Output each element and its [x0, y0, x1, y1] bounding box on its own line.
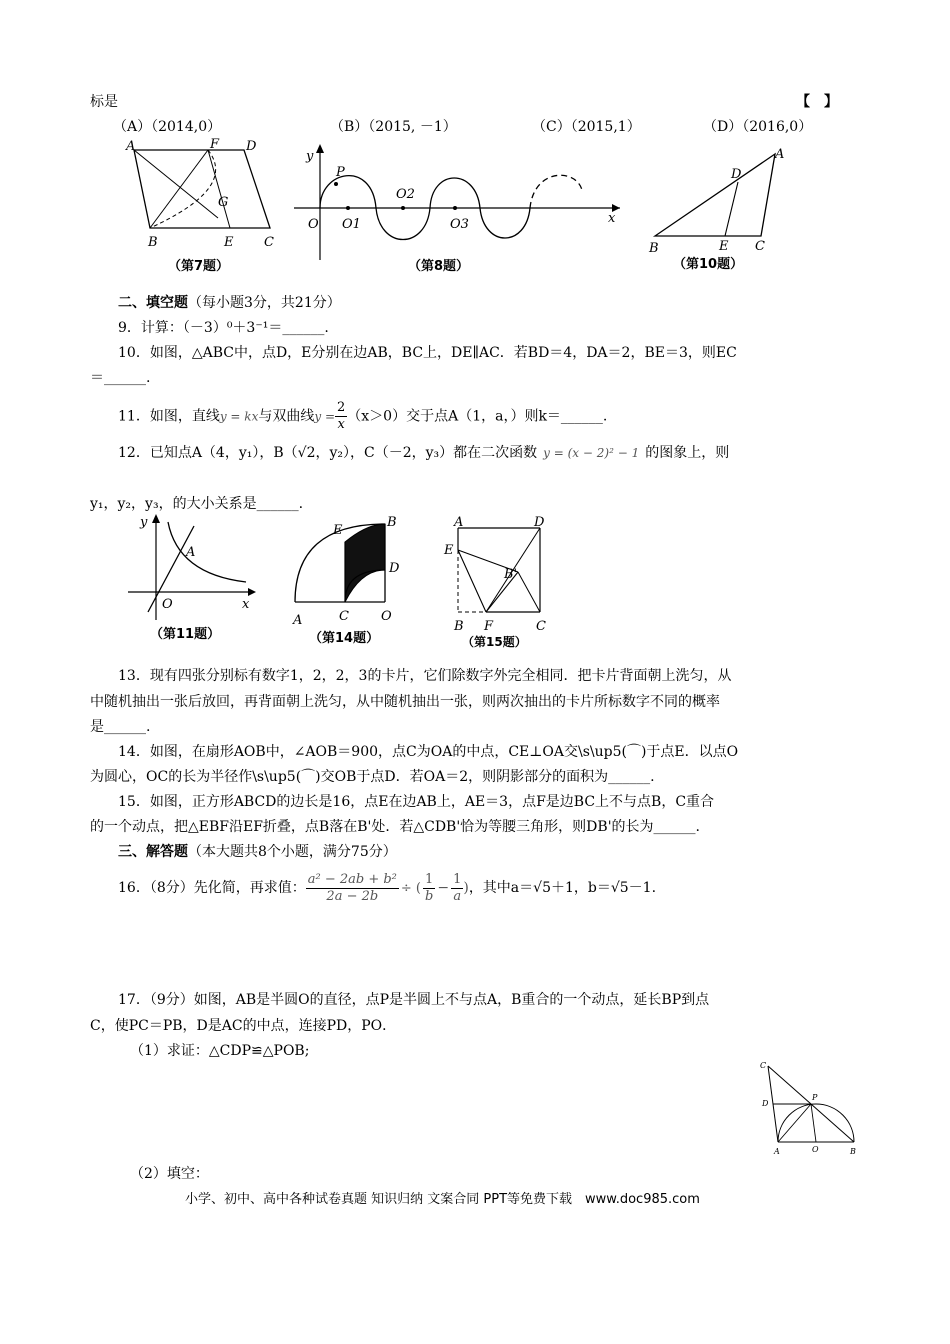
- fig15-label: D: [534, 515, 545, 530]
- q11-mid: 与双曲线: [258, 408, 315, 425]
- fig14-label: D: [389, 561, 400, 576]
- page-footer: 小学、初中、高中各种试卷真题 知识归纳 文案合同 PPT等免费下载 www.doc985.com: [185, 1192, 700, 1207]
- q16-fraction-2: [451, 872, 463, 905]
- question-9: 9．计算：（－3）⁰＋3⁻¹＝______.: [118, 320, 329, 336]
- fig10-label: C: [755, 239, 765, 254]
- question-12-line2: y₁，y₂，y₃，的大小关系是______.: [90, 496, 304, 512]
- question-12: [118, 443, 729, 463]
- q11-fraction: [335, 400, 347, 433]
- q16-f2-num: 1: [453, 871, 462, 887]
- figure-7: [118, 138, 288, 276]
- fig7-caption: （第7题）: [168, 259, 230, 274]
- q16-num: a² − 2ab + b²: [307, 871, 397, 887]
- question-13-line3: 是______.: [90, 719, 151, 735]
- section-3-title: 三、解答题: [118, 844, 188, 860]
- question-17-line1: 17．（9分）如图，AB是半圆O的直径，点P是半圆上不与点A，B重合的一个动点，延长BP到点: [118, 992, 710, 1008]
- fig8-label: O3: [450, 217, 469, 232]
- question-15-line1: 15．如图，正方形ABCD的边长是16，点E在边AB上，AE＝3，点F是边BC上不与点B，C重合: [118, 794, 715, 810]
- q16-f1-den: b: [425, 888, 434, 904]
- q16-div: ÷ (: [400, 881, 421, 896]
- fig17-label: A: [774, 1147, 780, 1156]
- q11-frac-num: 2: [337, 400, 346, 415]
- fig14-label: B: [387, 515, 397, 530]
- fig7-label: A: [126, 139, 136, 154]
- fig14-label: A: [293, 613, 303, 628]
- q16-f1-num: 1: [423, 872, 435, 889]
- question-10-line1: 10．如图，△ABC中，点D，E分别在边AB，BC上，DE∥AC．若BD＝4，DA＝2，BE＝3，则EC: [118, 345, 737, 361]
- fig8-label: P: [336, 165, 345, 180]
- option-d: （D）（2016,0）: [703, 119, 813, 135]
- q16-minus: −: [437, 880, 450, 896]
- fig8-label: O: [308, 217, 319, 232]
- q16-main-fraction: [306, 872, 399, 905]
- question-15-line2: 的一个动点，把△EBF沿EF折叠，点B落在B'处．若△CDB'恰为等腰三角形，则DB'的长为______.: [90, 819, 700, 835]
- fig8-label: x: [608, 211, 616, 226]
- section-3-heading: [118, 842, 397, 862]
- fig17-label: B: [850, 1147, 856, 1156]
- question-17-part2: （2）填空：: [130, 1166, 209, 1182]
- fig11-caption: （第11题）: [150, 627, 221, 642]
- section-3-note: （本大题共8个小题，满分75分）: [188, 844, 397, 860]
- fig11-label: y: [140, 515, 148, 530]
- fig10-label: B: [649, 241, 659, 256]
- figure-15: [440, 512, 560, 654]
- fig15-label: F: [484, 619, 494, 634]
- fig11-label: O: [162, 597, 173, 612]
- fig15-label: A: [454, 515, 464, 530]
- section-2-note: （每小题3分，共21分）: [188, 295, 341, 311]
- q16-den: 2a − 2b: [326, 888, 379, 904]
- figure-8: [290, 140, 630, 276]
- fig8-label: O1: [342, 217, 361, 232]
- question-11: [118, 400, 607, 433]
- fig11-label: A: [186, 545, 196, 560]
- fig14-caption: （第14题）: [309, 631, 380, 646]
- figure-10: [645, 140, 795, 276]
- fig15-label: B: [454, 619, 464, 634]
- fig10-label: E: [719, 239, 729, 254]
- q16-fraction-1: [423, 872, 435, 905]
- question-13-line2: 中随机抽出一张后放回，再背面朝上洗匀，从中随机抽出一张，则两次抽出的卡片所标数字不同的概率: [90, 694, 720, 710]
- fig17-label: P: [812, 1093, 818, 1102]
- option-a: （A）（2014,0）: [113, 119, 222, 135]
- option-c: （C）（2015,1）: [532, 119, 641, 135]
- question-14-line1: 14．如图，在扇形AOB中，∠AOB＝900，点C为OA的中点，CE⊥OA交\s\up5(⌒)于点E．以点O: [118, 744, 739, 760]
- figure-11: [122, 512, 262, 648]
- fig15-label: B': [504, 567, 518, 582]
- question-10-line2: ＝______.: [90, 370, 151, 386]
- fig14-label: E: [333, 523, 343, 538]
- q11-line-expr: y = kx: [219, 409, 259, 424]
- fig15-label: E: [444, 543, 454, 558]
- fig8-caption: （第8题）: [408, 259, 470, 274]
- question-stem-tail: 标是: [90, 94, 118, 110]
- fig10-label: D: [731, 167, 742, 182]
- figure-14: [285, 512, 425, 648]
- section-2-heading: [118, 293, 341, 313]
- q16-pre: 16．（8分）先化简，再求值：: [118, 880, 306, 896]
- fig17-label: C: [760, 1061, 767, 1070]
- q11-post: （x＞0）交于点A（1，a，）则k＝______.: [347, 408, 608, 425]
- question-13-line1: 13．现有四张分别标有数字1，2，2，3的卡片，它们除数字外完全相同．把卡片背面朝上洗匀，从: [118, 668, 732, 684]
- question-17-part1: （1）求证：△CDP≌△POB;: [130, 1043, 310, 1059]
- fig17-label: D: [762, 1099, 769, 1108]
- q16-f2-den: a: [453, 888, 462, 904]
- fig7-label: G: [218, 195, 229, 210]
- q12-func: y = (x − 2)² − 1: [543, 446, 640, 460]
- fig8-label: O2: [396, 187, 415, 202]
- question-14-line2: 为圆心，OC的长为半径作\s\up5(⌒)交OB于点D．若OA＝2，则阴影部分的面积为______.: [90, 769, 655, 785]
- q11-frac-den: x: [337, 417, 345, 432]
- fig7-label: E: [224, 235, 234, 250]
- q11-pre: 11．如图，直线: [118, 408, 220, 425]
- fig11-label: x: [242, 597, 250, 612]
- option-b: （B）（2015, －1）: [330, 119, 457, 135]
- fig7-label: B: [148, 235, 158, 250]
- fig7-label: D: [246, 139, 257, 154]
- q12-sqrt: √2: [297, 445, 316, 461]
- figure-17: [758, 1056, 866, 1158]
- fig8-label: y: [306, 149, 314, 164]
- q11-y-eq: y =: [314, 409, 335, 424]
- fig17-label: O: [812, 1145, 819, 1154]
- q12-mid: ，y₂），C（－2，y₃）都在二次函数: [315, 445, 538, 461]
- fig7-label: C: [264, 235, 274, 250]
- fig15-caption: （第15题）: [462, 635, 527, 649]
- fig10-caption: （第10题）: [673, 257, 744, 272]
- fig14-label: O: [381, 609, 392, 624]
- section-2-title: 二、填空题: [118, 295, 188, 311]
- question-16: [118, 868, 656, 909]
- fig10-label: A: [775, 147, 785, 162]
- question-17-line2: C，使PC＝PB，D是AC的中点，连接PD，PO．: [90, 1018, 397, 1034]
- fig7-label: F: [210, 138, 220, 152]
- answer-bracket: 【 】: [796, 94, 838, 110]
- fig15-label: C: [536, 619, 546, 634]
- q16-post: ，其中a＝√5＋1，b＝√5－1.: [468, 880, 657, 896]
- fig14-label: C: [339, 609, 349, 624]
- q12-post: 的图象上，则: [645, 445, 730, 461]
- q16-close: ): [463, 880, 469, 896]
- q12-pre: 12．已知点A（4，y₁），B（: [118, 445, 298, 461]
